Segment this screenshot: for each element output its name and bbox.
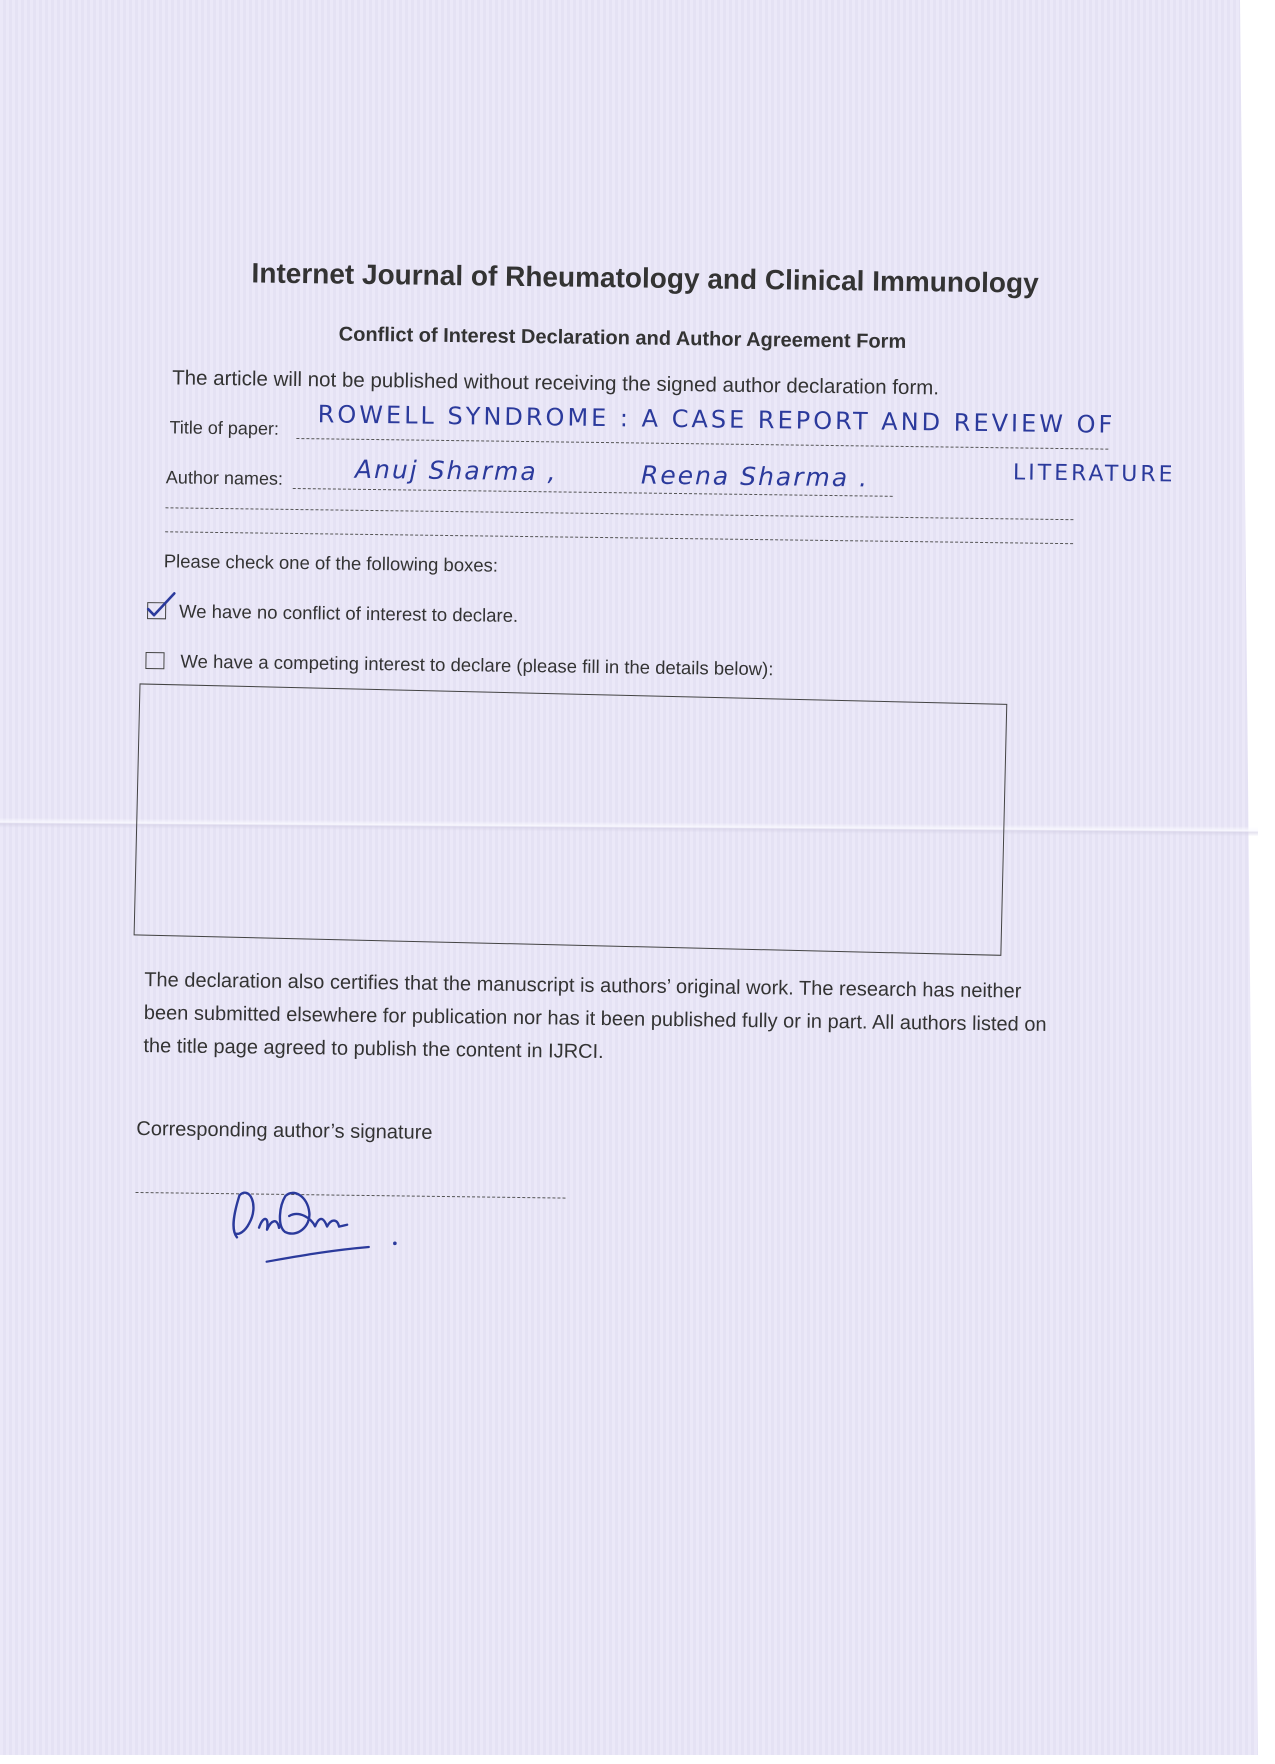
author-names-field[interactable]: Anuj Sharma , [354,454,558,487]
author-names-label: Author names: [165,467,284,489]
author-names-field-2[interactable]: Reena Sharma . [640,460,870,493]
title-underline [296,438,1108,450]
signature-label: Corresponding author’s signature [136,1117,433,1144]
declaration-text: The declaration also certifies that the manuscript is authors’ original work. The research has neither been submitted elsewhere for publication nor has it been published fully or in part. All authors listed on the title page agreed to publish the content in IJRCI. [143,969,1047,1064]
competing-interest-checkbox[interactable] [145,652,164,669]
authors-extra-line-2 [165,531,1073,544]
journal-name: Internet Journal of Rheumatology and Clinical Immunology [251,257,1039,299]
checkbox-instruction: Please check one of the following boxes: [163,550,499,576]
title-of-paper-field[interactable]: ROWELL SYNDROME : A CASE REPORT AND REVIEW OF [317,400,1116,439]
authors-extra-line-1 [165,507,1073,520]
competing-interest-label: We have a competing interest to declare (please fill in the details below): [180,650,774,680]
no-conflict-checkbox[interactable] [147,602,166,619]
title-of-paper-field-line2[interactable]: LITERATURE [1012,460,1176,488]
handwritten-signature [219,1145,411,1267]
competing-interest-details-field[interactable] [134,683,1008,955]
no-conflict-label: We have no conflict of interest to declare. [178,600,519,626]
title-of-paper-label: Title of paper: [169,417,280,439]
form-title: Conflict of Interest Declaration and Author Agreement Form [338,323,907,353]
publication-notice: The article will not be published without receiving the signed author declaration form. [172,366,940,400]
